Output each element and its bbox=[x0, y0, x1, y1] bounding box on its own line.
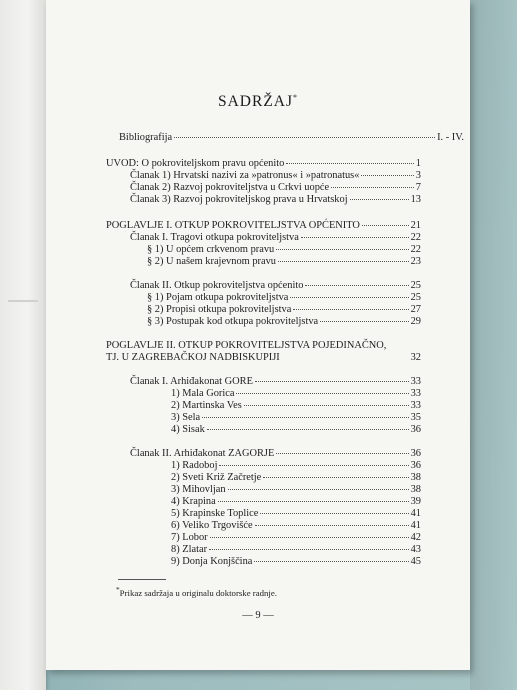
toc-entry-text: 2) Sveti Križ Začretje bbox=[171, 472, 262, 483]
toc-entry bbox=[171, 424, 421, 435]
toc-entry bbox=[171, 544, 421, 555]
toc-entry-page: 41 bbox=[410, 508, 421, 519]
toc-entry-page: 42 bbox=[410, 532, 421, 543]
toc-entry-text: POGLAVLJE II. OTKUP POKROVITELJSTVA POJEDINAČNO, bbox=[106, 340, 387, 351]
toc-entry-text: Bibliografija bbox=[119, 132, 173, 143]
toc-entry bbox=[171, 472, 421, 483]
title-footnote-mark: * bbox=[293, 93, 299, 102]
toc-entry-page: 27 bbox=[410, 304, 421, 315]
toc-entry bbox=[106, 352, 421, 363]
footnote bbox=[116, 585, 277, 598]
toc-entry bbox=[130, 376, 421, 387]
toc-entry-page: 39 bbox=[410, 496, 421, 507]
toc-entry-text: 6) Veliko Trgovišće bbox=[171, 520, 253, 531]
toc-entry-page: 36 bbox=[410, 448, 421, 459]
footnote-rule bbox=[118, 579, 166, 580]
toc-entry-text: 5) Krapinske Toplice bbox=[171, 508, 259, 519]
toc-entry bbox=[171, 400, 421, 411]
toc-entry bbox=[106, 158, 421, 169]
toc-entry-page: 45 bbox=[410, 556, 421, 567]
toc-entry-text: 2) Martinska Ves bbox=[171, 400, 242, 411]
toc-entry bbox=[171, 496, 421, 507]
toc-entry bbox=[147, 292, 421, 303]
toc-entry-text: 1) Radoboj bbox=[171, 460, 218, 471]
toc-entry-page: 43 bbox=[410, 544, 421, 555]
toc-entry-text: Članak II. Arhiđakonat ZAGORJE bbox=[130, 448, 275, 459]
left-page-edge bbox=[0, 0, 46, 690]
page-shadow bbox=[470, 0, 517, 690]
title-text: SADRŽAJ bbox=[217, 93, 294, 111]
toc-entry bbox=[130, 448, 421, 459]
toc-entry-page: 38 bbox=[410, 472, 421, 483]
toc-entry-page: 1 bbox=[415, 158, 421, 169]
toc-entry-text: UVOD: O pokroviteljskom pravu općenito bbox=[106, 158, 285, 169]
book-page bbox=[46, 0, 470, 670]
toc-entry-page: 23 bbox=[410, 256, 421, 267]
toc-entry-text: 3) Mihovljan bbox=[171, 484, 226, 495]
footnote-mark: * bbox=[116, 585, 120, 594]
toc-entry-text: § 1) U općem crkvenom pravu bbox=[147, 244, 275, 255]
toc-entry-text: TJ. U ZAGREBAČKOJ NADBISKUPIJI bbox=[106, 352, 280, 363]
toc-entry bbox=[171, 532, 421, 543]
toc-entry-text: Članak II. Otkup pokroviteljstva općenito bbox=[130, 280, 304, 291]
toc-entry bbox=[171, 556, 421, 567]
toc-entry-text: Članak I. Arhiđakonat GORE bbox=[130, 376, 253, 387]
page-title bbox=[46, 93, 470, 111]
toc-entry-text: 7) Lobor bbox=[171, 532, 208, 543]
toc-entry-text: § 2) Propisi otkupa pokroviteljstva bbox=[147, 304, 292, 315]
toc-entry bbox=[119, 132, 464, 143]
toc-entry bbox=[130, 280, 421, 291]
toc-entry-text: 3) Sela bbox=[171, 412, 201, 423]
toc-entry-page: 22 bbox=[410, 244, 421, 255]
toc-entry bbox=[147, 304, 421, 315]
toc-entry-page: 25 bbox=[410, 280, 421, 291]
toc-entry-text: 4) Krapina bbox=[171, 496, 216, 507]
toc-entry-page: 21 bbox=[410, 220, 421, 231]
toc-entry-page: 29 bbox=[410, 316, 421, 327]
toc-entry bbox=[147, 244, 421, 255]
toc-entry bbox=[171, 388, 421, 399]
toc-entry-text: POGLAVLJE I. OTKUP POKROVITELJSTVA OPĆENITO bbox=[106, 220, 360, 231]
toc-entry bbox=[130, 170, 421, 181]
toc-entry-page: 25 bbox=[410, 292, 421, 303]
toc-entry bbox=[171, 412, 421, 423]
toc-entry-page: 35 bbox=[410, 412, 421, 423]
toc-entry-text: § 1) Pojam otkupa pokroviteljstva bbox=[147, 292, 289, 303]
toc-entry-page: 13 bbox=[410, 194, 421, 205]
toc-entry-page: 7 bbox=[415, 182, 421, 193]
toc-entry-text: 1) Mala Gorica bbox=[171, 388, 235, 399]
toc-entry bbox=[171, 520, 421, 531]
toc-entry-page: I. - IV. bbox=[437, 132, 464, 143]
toc-entry-text: 8) Zlatar bbox=[171, 544, 208, 555]
toc-entry-text: § 3) Postupak kod otkupa pokroviteljstva bbox=[147, 316, 319, 327]
toc-entry bbox=[171, 508, 421, 519]
page-number: — 9 — bbox=[242, 610, 274, 621]
toc-entry-page: 22 bbox=[410, 232, 421, 243]
toc-entry-text: Članak 2) Razvoj pokroviteljstva u Crkvi uopće bbox=[130, 182, 330, 193]
toc-entry-text: Članak 1) Hrvatski nazivi za »patronus« i »patronatus« bbox=[130, 170, 360, 181]
toc-entry bbox=[130, 182, 421, 193]
toc-entry-page: 33 bbox=[410, 388, 421, 399]
toc-entry-page: 41 bbox=[410, 520, 421, 531]
toc-entry bbox=[130, 232, 421, 243]
toc-entry-page: 33 bbox=[410, 400, 421, 411]
toc-entry-text: Članak 3) Razvoj pokroviteljskog prava u Hrvatskoj bbox=[130, 194, 348, 205]
toc-entry-text: 4) Sisak bbox=[171, 424, 205, 435]
toc-entry bbox=[106, 340, 421, 351]
toc-entry bbox=[171, 484, 421, 495]
toc-entry-page: 32 bbox=[410, 352, 421, 363]
toc-entry bbox=[130, 194, 421, 205]
toc-entry bbox=[106, 220, 421, 231]
toc-entry-text: Članak I. Tragovi otkupa pokroviteljstva bbox=[130, 232, 299, 243]
toc-entry-text: 9) Donja Konjščina bbox=[171, 556, 253, 567]
toc-entry bbox=[147, 256, 421, 267]
footnote-text: Prikaz sadržaja u originalu doktorske radnje. bbox=[119, 587, 277, 598]
toc-entry-text: § 2) U našem krajevnom pravu bbox=[147, 256, 276, 267]
toc-entry bbox=[171, 460, 421, 471]
toc-entry-page: 38 bbox=[410, 484, 421, 495]
toc-entry-page: 36 bbox=[410, 424, 421, 435]
toc-entry-page: 3 bbox=[415, 170, 421, 181]
toc-entry-page: 33 bbox=[410, 376, 421, 387]
toc-entry-page: 36 bbox=[410, 460, 421, 471]
toc-entry bbox=[147, 316, 421, 327]
